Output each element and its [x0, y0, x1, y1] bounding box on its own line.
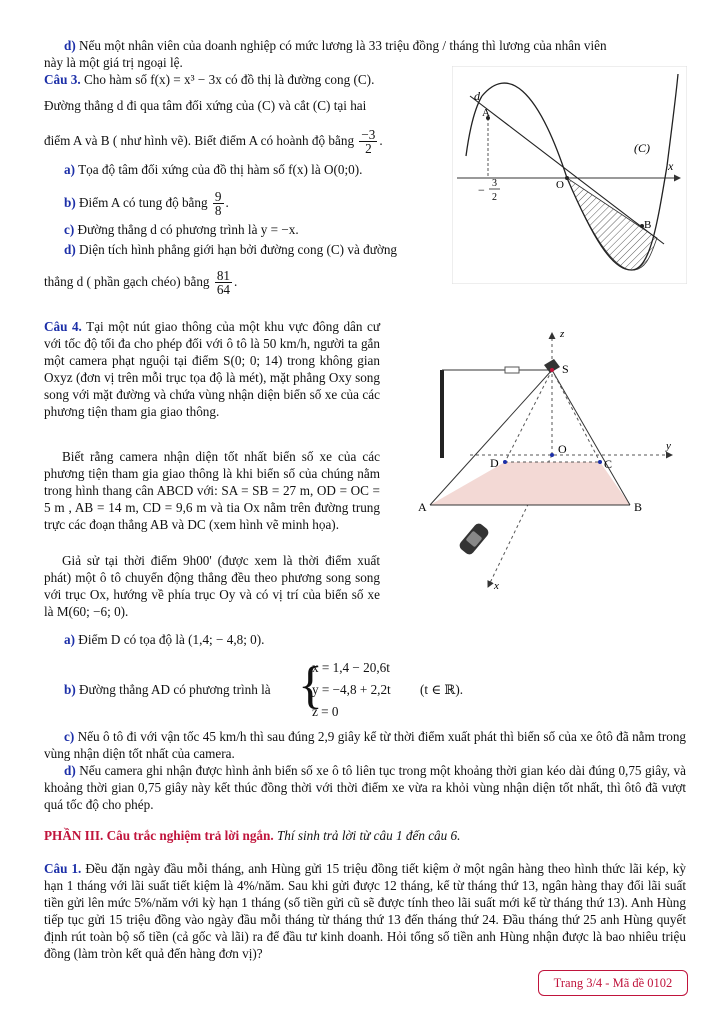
item-label: d): [64, 38, 76, 53]
eq-3: z = 0: [312, 704, 339, 719]
item-label: c): [64, 222, 75, 237]
label-o: O: [558, 442, 567, 456]
fraction: $\frac{-3}{2}$: [361, 127, 376, 157]
q3-item-c: [64, 222, 299, 238]
p3q1-text: Đều đặn ngày đầu mỗi tháng, anh Hùng gửi 15 triệu đồng tiết kiệm ở một ngân hàng theo hình thức lãi kép, kỳ hạn 1 tháng với lãi suất tiết kiệm là 4%/năm. Sau khi gửi được 12 tháng, kể từ tháng thứ 13, ngân hàng thay đổi lãi suất tiền gửi lên mức 5%/năm với kỳ hạn 1 tháng (số tiền gửi cũ sẽ được tính theo lãi suất mới kể từ tháng thứ 13). Anh Hùng tiếp tục gửi 15 triệu đồng vào ngày đầu mỗi tháng từ tháng thứ 13 đến tháng thứ 24. Đầu tháng thứ 25 anh Hùng quyết định rút toàn bộ số tiền (cả gốc và lãi) ra để đầu tư kinh doanh. Hỏi tổng số tiền anh Hùng nhận được là bao nhiêu triệu đồng (làm tròn kết quả đến hàng đơn vị)?: [44, 861, 686, 961]
p3-q1: [44, 860, 686, 962]
q4-label: Câu 4.: [44, 319, 82, 334]
item-text: Nếu ô tô đi với vận tốc 45 km/h thì sau đúng 2,9 giây kể từ thời điểm xuất phát thì biển số của xe ôtô đã nằm trong vùng nhận diện tốt nhất của camera.: [44, 729, 687, 761]
tick-num: 3: [492, 178, 497, 189]
label-b: B: [634, 500, 643, 514]
label-a: A: [482, 107, 490, 119]
car-icon: [458, 522, 491, 557]
item-text: Đường thẳng d có phương trình là y = −x.: [77, 222, 299, 237]
part3-title: PHẦN III. Câu trắc nghiệm trả lời ngắn.: [44, 828, 274, 843]
point-o: [565, 176, 569, 180]
q3-stem-2: Đường thẳng d đi qua tâm đối xứng của (C) và cắt (C) tại hai: [44, 98, 367, 113]
label-x: x: [494, 580, 499, 592]
item-text: Nếu một nhân viên của doanh nghiệp có mức lương là 33 triệu đồng / tháng thì lương của nhân viên: [79, 38, 607, 53]
item-label: a): [64, 162, 75, 177]
q3-stem-line3: điểm A và B ( như hình vẽ). Biết điểm A có hoành độ bằng $\frac{-3}{2}$ .: [44, 127, 383, 157]
detection-zone: [430, 462, 630, 505]
eq-2: y = −4,8 + 2,2t: [312, 682, 391, 697]
label-x: x: [668, 159, 674, 173]
point-d: [503, 460, 507, 464]
line-d: [470, 96, 664, 244]
item-text: Điểm A có tung độ bằng: [79, 195, 208, 210]
item-text: Đường thẳng AD có phương trình là: [79, 682, 271, 697]
eq-tail: (t ∈ ℝ).: [420, 682, 464, 697]
part3-heading: [44, 828, 460, 844]
item-text: thẳng d ( phần gạch chéo) bằng: [44, 274, 210, 289]
prev-item-d: [64, 38, 607, 54]
arm-box: [505, 367, 519, 373]
q4-p3: Giả sử tại thời điểm 9h00' (được xem là thời điểm xuất phát) một ô tô chuyển động thẳng đều theo phương song song với trục Ox, hướng về phía trục Oy và có vị trí của biển số xe là M(60; −6; 0).: [44, 553, 380, 619]
label-d: D: [490, 456, 499, 470]
system-brace: {: [298, 657, 323, 714]
point-o: [550, 453, 554, 457]
label-a: A: [418, 500, 427, 514]
q4-item-a: [64, 632, 264, 648]
fraction: $\frac{81}{64}$: [216, 268, 230, 298]
label-c: (C): [634, 141, 650, 155]
q3-item-a: [64, 162, 362, 178]
label-o: O: [556, 179, 564, 191]
q3-stem-1: Cho hàm số f(x) = x³ − 3x có đồ thị là đường cong (C).: [83, 72, 375, 87]
q4-p2: Biết rằng camera nhận diện tốt nhất biển số xe của các phương tiện tham gia giao thông là khi biển số của chúng nằm trong hình thang cân ABCD với: SA = SB = 27 m, OD = OC = 5 m , AB = 14 m, CD = 9,6 m và tia Ox nằm trên đường trung trực các đoạn thẳng AB và DC (xem hình vẽ minh họa).: [44, 449, 380, 532]
label-s: S: [562, 362, 569, 376]
item-text: Tọa độ tâm đối xứng của đồ thị hàm số f(x) là O(0;0).: [78, 162, 363, 177]
item-label: d): [64, 763, 76, 778]
tick-minus: −: [478, 183, 485, 197]
q3-item-b: b) Điểm A có tung độ bằng $\frac{9}{8}$ .: [64, 189, 229, 219]
fraction: $\frac{9}{8}$: [214, 189, 222, 219]
page-footer: Trang 3/4 - Mã đề 0102: [538, 970, 688, 996]
cubic-graph: [452, 66, 687, 284]
part3-subtitle: Thí sinh trả lời từ câu 1 đến câu 6.: [276, 828, 461, 843]
item-label: d): [64, 242, 76, 257]
item-label: b): [64, 682, 76, 697]
label-y: y: [666, 440, 671, 452]
q4-item-c: [44, 728, 686, 762]
q3-label: Câu 3.: [44, 72, 81, 87]
pole: [440, 370, 444, 458]
eq-1: x = 1,4 − 20,6t: [312, 660, 390, 675]
q3-stem-3: điểm A và B ( như hình vẽ). Biết điểm A có hoành độ bằng: [44, 133, 355, 148]
camera-figure: [410, 325, 690, 595]
label-d: d: [474, 89, 480, 103]
p3q1-label: Câu 1.: [44, 861, 82, 876]
item-label: a): [64, 632, 75, 647]
label-z: z: [560, 328, 565, 340]
item-label: b): [64, 195, 76, 210]
q3-item-d-cont: thẳng d ( phần gạch chéo) bằng $\frac{81}{64}$ .: [44, 268, 238, 298]
point-s: [550, 368, 554, 372]
prev-item-d-cont: này là một giá trị ngoại lệ.: [44, 55, 183, 70]
q3-stem-line1: [44, 72, 374, 88]
label-c: C: [604, 457, 613, 471]
q4-p1-text: Tại một nút giao thông của một khu vực đông dân cư với tốc độ tối đa cho phép đối với ô tô là 50 km/h, người ta gắn một camera phạt nguội tại điểm S(0; 0; 14) trong không gian Oxyz (đơn vị trên mỗi trục tọa độ là mét), mặt phẳng Oxy song song với mặt đường và chứa vùng nhận diện biển số xe của các phương tiện tham gia giao thông.: [44, 319, 381, 419]
tick-den: 2: [492, 192, 497, 203]
item-label: c): [64, 729, 75, 744]
point-c: [598, 460, 602, 464]
q3-item-d: [64, 242, 397, 258]
q4-item-d: [44, 762, 686, 813]
q4-p1: [44, 318, 380, 420]
item-text: Diện tích hình phẳng giới hạn bởi đường cong (C) và đường: [79, 242, 398, 257]
label-b: B: [644, 219, 652, 231]
item-text: Điểm D có tọa độ là (1,4; − 4,8; 0).: [78, 632, 265, 647]
item-text: Nếu camera ghi nhận được hình ảnh biển số xe ô tô liên tục trong một khoảng thời gian kéo dài đúng 0,75 giây, và khoảng thời gian 0,75 giây này kết thúc đồng thời với thời điểm xe vừa ra khỏi vùng nhận diện tốt nhất, thì ôtô đã vượt quá tốc độ cho phép.: [44, 763, 686, 812]
q4-item-b: [64, 682, 271, 698]
